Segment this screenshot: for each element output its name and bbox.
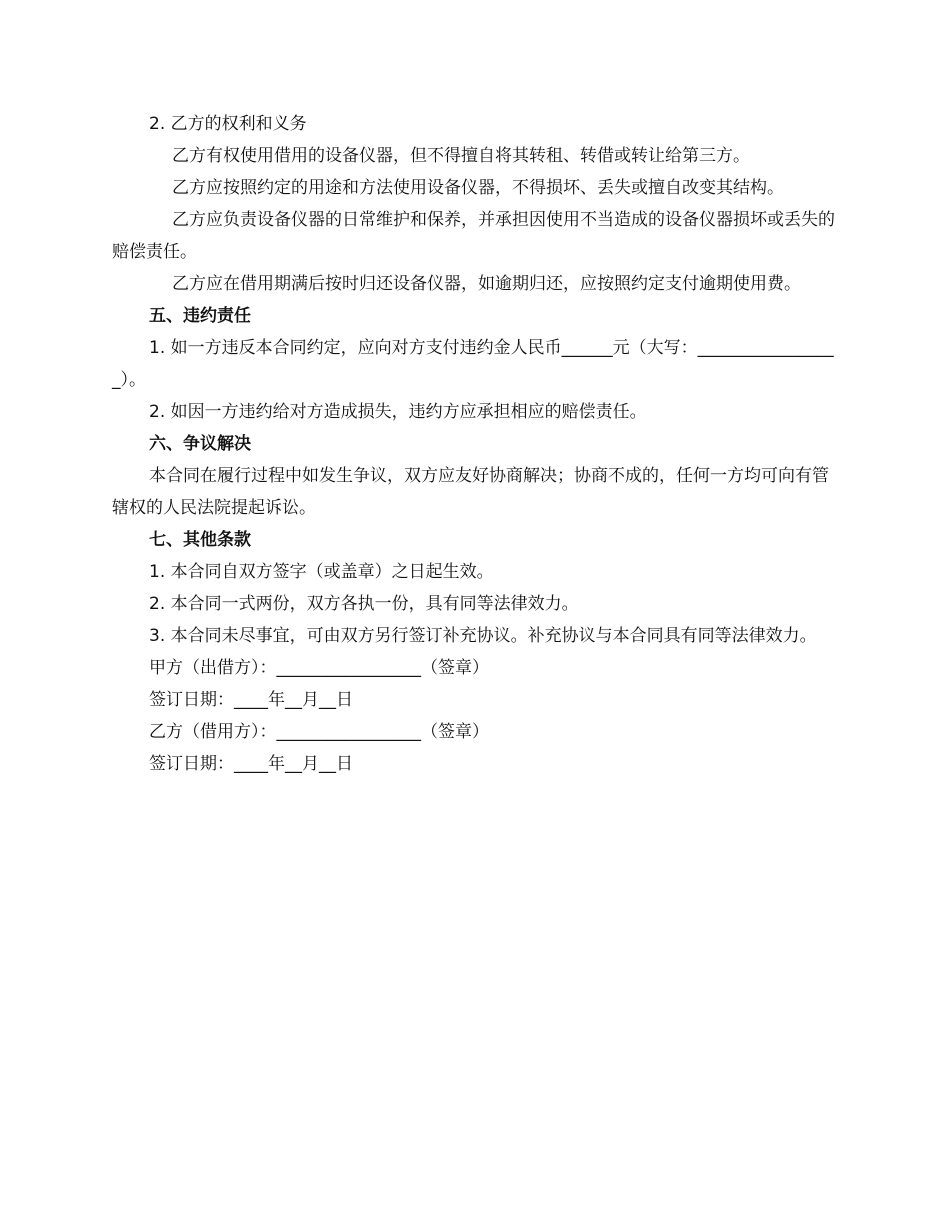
party-b-date-line: 签订日期：____年__月__日 bbox=[149, 754, 353, 774]
section6-heading: 六、争议解决 bbox=[149, 434, 251, 454]
section7-item: 1. 本合同自双方签字（或盖章）之日起生效。 bbox=[149, 562, 494, 582]
section4-sub2-item: 乙方应负责设备仪器的日常维护和保养，并承担因使用不当造成的设备仪器损坏或丢失的赔偿责任。 bbox=[112, 210, 835, 262]
section7-heading: 七、其他条款 bbox=[149, 530, 251, 550]
section5-heading: 五、违约责任 bbox=[149, 306, 251, 326]
section4-sub2-heading: 2. 乙方的权利和义务 bbox=[149, 114, 307, 134]
section6-body: 本合同在履行过程中如发生争议，双方应友好协商解决；协商不成的，任何一方均可向有管辖权的人民法院提起诉讼。 bbox=[112, 466, 829, 518]
section4-sub2-item: 乙方有权使用借用的设备仪器，但不得擅自将其转租、转借或转让给第三方。 bbox=[172, 146, 750, 166]
section4-sub2-item: 乙方应按照约定的用途和方法使用设备仪器，不得损坏、丢失或擅自改变其结构。 bbox=[172, 178, 784, 198]
section5-item: 2. 如因一方违约给对方造成损失，违约方应承担相应的赔偿责任。 bbox=[149, 402, 647, 422]
party-a-signature-line: 甲方（出借方）：_________________（签章） bbox=[149, 658, 489, 678]
party-b-signature-line: 乙方（借用方）：_________________（签章） bbox=[149, 722, 489, 742]
party-a-date-line: 签订日期：____年__月__日 bbox=[149, 690, 353, 710]
section7-item: 3. 本合同未尽事宜，可由双方另行签订补充协议。补充协议与本合同具有同等法律效力。 bbox=[149, 626, 817, 646]
section4-sub2-item: 乙方应在借用期满后按时归还设备仪器，如逾期归还，应按照约定支付逾期使用费。 bbox=[172, 274, 801, 294]
section5-item: 1. 如一方违反本合同约定，应向对方支付违约金人民币______元（大写：_________________）。 bbox=[112, 338, 834, 390]
contract-body bbox=[112, 108, 840, 780]
section7-item: 2. 本合同一式两份，双方各执一份，具有同等法律效力。 bbox=[149, 594, 579, 614]
